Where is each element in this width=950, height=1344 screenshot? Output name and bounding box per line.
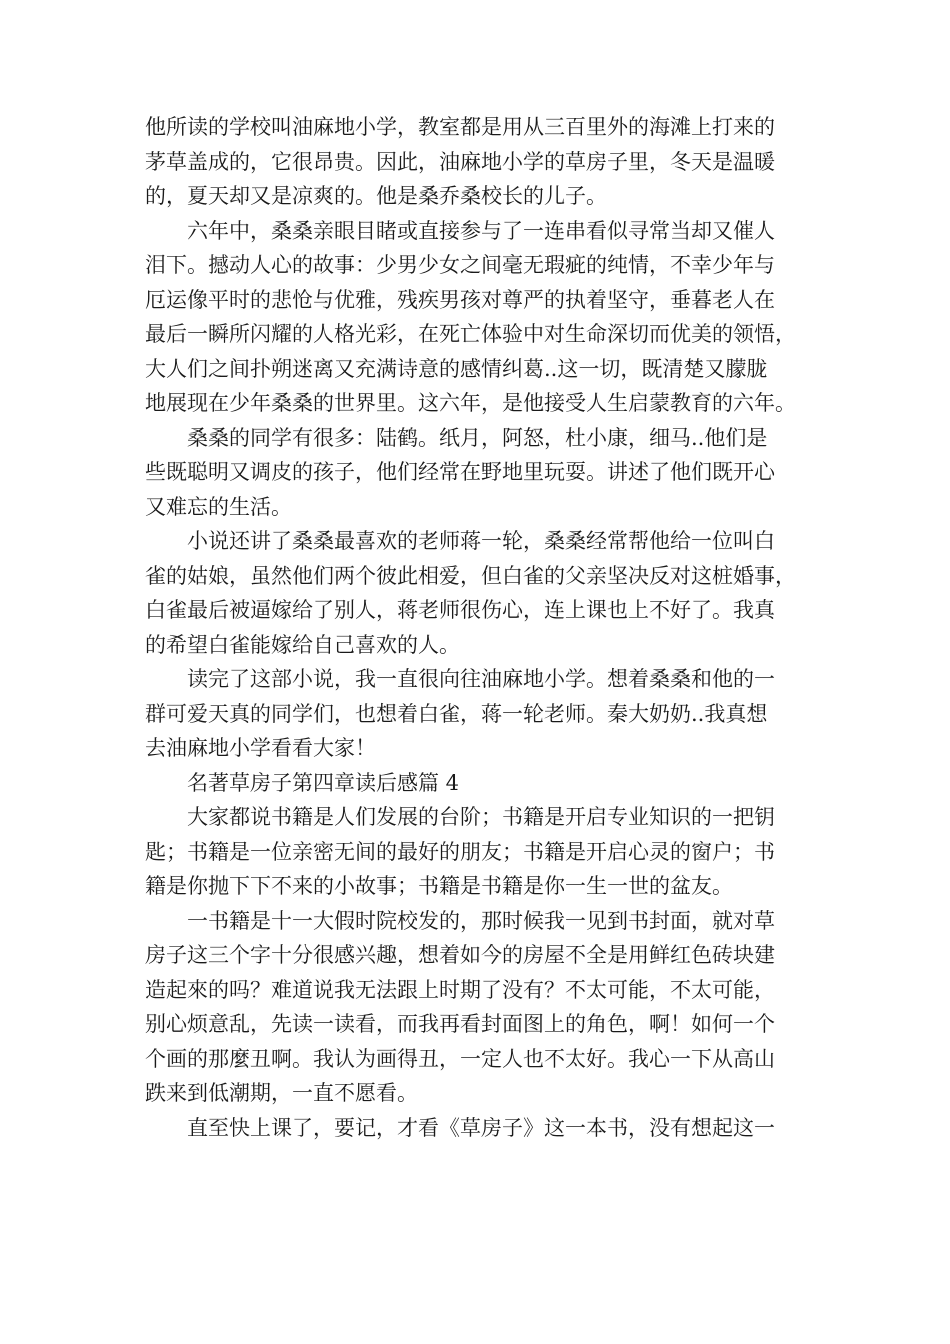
text-line: 茅草盖成的，它很昂贵。因此，油麻地小学的草房子里，冬天是温暖 — [145, 149, 775, 174]
text-line: 又难忘的生活。 — [145, 494, 292, 519]
text-line: 他所读的学校叫油麻地小学，教室都是用从三百里外的海滩上打来的 — [145, 115, 775, 139]
text-line: 造起來的吗？难道说我无法跟上时期了没有？不太可能，不太可能， — [145, 977, 775, 1002]
paragraph-start-line: 桑桑的同学有很多：陆鹤。纸月，阿怒，杜小康，细马..他们是 — [187, 425, 768, 450]
paragraph-start-line: 读完了这部小说，我一直很向往油麻地小学。想着桑桑和他的一 — [187, 667, 775, 691]
document-body — [145, 110, 820, 1145]
text-line: 房子这三个字十分很感兴趣，想着如今的房屋不全是用鲜红色砖块建 — [145, 943, 775, 967]
text-line: 白雀最后被逼嫁给了别人，蒋老师很伤心，连上课也上不好了。我真 — [145, 598, 775, 622]
text-line: 泪下。撼动人心的故事：少男少女之间毫无瑕疵的纯情，不幸少年与 — [145, 253, 775, 277]
text-line: 个画的那麼丑啊。我认为画得丑，一定人也不太好。我心一下从高山 — [145, 1046, 775, 1071]
text-line: 籍是你抛下下不来的小故事；书籍是书籍是你一生一世的盆友。 — [145, 874, 733, 898]
text-line: 匙；书籍是一位亲密无间的最好的朋友；书籍是开启心灵的窗户；书 — [145, 839, 775, 864]
text-line: 些既聪明又调皮的孩子，他们经常在野地里玩耍。讲述了他们既开心 — [145, 460, 775, 484]
paragraph-start-line: 直至快上课了，要记，才看《草房子》这一本书，没有想起这一 — [187, 1115, 775, 1140]
text-line: 去油麻地小学看看大家！ — [145, 736, 376, 760]
text-line: 群可爱天真的同学们，也想着白雀，蒋一轮老师。秦大奶奶..我真想 — [145, 701, 768, 726]
text-line: 跌来到低潮期，一直不愿看。 — [145, 1081, 418, 1105]
text-line: 地展现在少年桑桑的世界里。这六年，是他接受人生启蒙教育的六年。 — [145, 391, 796, 415]
text-line: 的，夏天却又是凉爽的。他是桑乔桑校长的儿子。 — [145, 184, 607, 208]
text-line: 的希望白雀能嫁给自己喜欢的人。 — [145, 632, 460, 657]
paragraph-start-line: 小说还讲了桑桑最喜欢的老师蒋一轮，桑桑经常帮他给一位叫白 — [187, 529, 775, 553]
text-line: 别心烦意乱，先读一读看，而我再看封面图上的角色，啊！如何一个 — [145, 1012, 775, 1036]
paragraph-start-line: 六年中，桑桑亲眼目睹或直接参与了一连串看似寻常当却又催人 — [187, 218, 775, 243]
paragraph-start-line: 一书籍是十一大假时院校发的，那时候我一见到书封面，就对草 — [187, 908, 775, 933]
text-line: 大人们之间扑朔迷离又充满诗意的感情纠葛..这一切，既清楚又朦胧 — [145, 356, 768, 381]
text-line: 厄运像平时的悲怆与优雅，残疾男孩对尊严的执着坚守，垂暮老人在 — [145, 287, 775, 312]
section-heading: 名著草房子第四章读后感篇 4 — [187, 770, 460, 795]
text-line: 雀的姑娘，虽然他们两个彼此相爱，但白雀的父亲坚决反对这桩婚事， — [145, 563, 796, 588]
paragraph-start-line: 大家都说书籍是人们发展的台阶；书籍是开启专业知识的一把钥 — [187, 805, 775, 829]
text-line: 最后一瞬所闪耀的人格光彩，在死亡体验中对生命深切而优美的领悟， — [145, 322, 796, 346]
